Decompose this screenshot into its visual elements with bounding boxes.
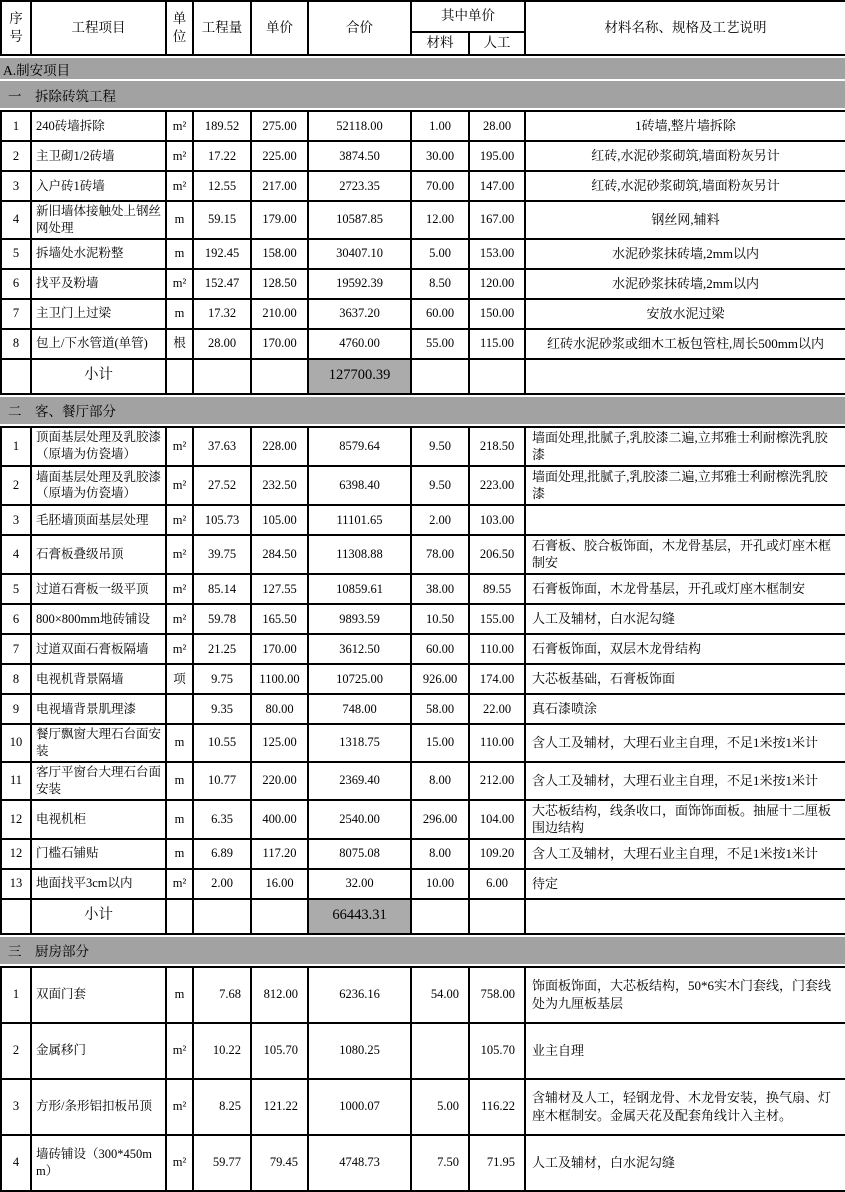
- cell-no: 3: [1, 505, 31, 535]
- cell-qty: 10.55: [193, 724, 251, 762]
- table-row: [1, 694, 845, 724]
- cell-price: 170.00: [251, 329, 308, 359]
- cell-qty: 6.89: [193, 839, 251, 869]
- cell-qty: 27.52: [193, 466, 251, 505]
- cell-unit: m²: [166, 111, 193, 141]
- table-row: [1, 724, 845, 762]
- cell-total: 6398.40: [308, 466, 411, 505]
- cell-total: 748.00: [308, 694, 411, 724]
- cell-labor: 223.00: [469, 466, 525, 505]
- section-table: [0, 426, 845, 935]
- subtotal-label: 小计: [31, 899, 166, 934]
- cell-material: 296.00: [411, 800, 469, 839]
- cell-desc: 石膏板、胶合板饰面，木龙骨基层，开孔或灯座木框制安: [525, 535, 845, 574]
- cell-item: 240砖墙拆除: [31, 111, 166, 141]
- cell-price: 232.50: [251, 466, 308, 505]
- cell-material: 58.00: [411, 694, 469, 724]
- cell-price: 170.00: [251, 634, 308, 664]
- cell-item: 双面门套: [31, 967, 166, 1023]
- cell-qty: 21.25: [193, 634, 251, 664]
- subtotal-value: 66443.31: [308, 899, 411, 934]
- cell-total: 3612.50: [308, 634, 411, 664]
- cell-labor: 150.00: [469, 299, 525, 329]
- cell-item: 过道石膏板一级平顶: [31, 574, 166, 604]
- cell-unit: m: [166, 967, 193, 1023]
- section-table: [0, 110, 845, 395]
- cell-item: 800×800mm地砖铺设: [31, 604, 166, 634]
- header-qty: 工程量: [193, 1, 251, 55]
- cell-price: 128.50: [251, 269, 308, 299]
- cell-desc: 水泥砂浆抹砖墙,2mm以内: [525, 239, 845, 269]
- cell-qty: 85.14: [193, 574, 251, 604]
- cell-unit: m: [166, 839, 193, 869]
- cell-unit: m²: [166, 141, 193, 171]
- table-row: [1, 634, 845, 664]
- cell-price: 179.00: [251, 201, 308, 239]
- cell-desc: 红砖,水泥砂浆砌筑,墙面粉灰另计: [525, 141, 845, 171]
- cell-total: 9893.59: [308, 604, 411, 634]
- cell-material: 1.00: [411, 111, 469, 141]
- cell-qty: 192.45: [193, 239, 251, 269]
- section-band: 一 拆除砖筑工程: [0, 81, 845, 108]
- cell-price: 158.00: [251, 239, 308, 269]
- cell-material: 9.50: [411, 427, 469, 466]
- cell-desc: 含辅材及人工，轻钢龙骨、木龙骨安装，换气扇、灯座木框制安。金属天花及配套角线计入主材。: [525, 1079, 845, 1135]
- cell-item: 电视机柜: [31, 800, 166, 839]
- empty-cell: [193, 359, 251, 394]
- cell-labor: 174.00: [469, 664, 525, 694]
- empty-cell: [469, 359, 525, 394]
- cell-no: 8: [1, 664, 31, 694]
- cell-no: 12: [1, 800, 31, 839]
- cell-labor: 103.00: [469, 505, 525, 535]
- cell-labor: 206.50: [469, 535, 525, 574]
- cell-qty: 8.25: [193, 1079, 251, 1135]
- cell-price: 105.70: [251, 1023, 308, 1079]
- cell-price: 80.00: [251, 694, 308, 724]
- cell-total: 2369.40: [308, 762, 411, 800]
- cell-material: 2.00: [411, 505, 469, 535]
- cell-unit: m²: [166, 269, 193, 299]
- subtotal-row: [1, 359, 845, 394]
- cell-material: 54.00: [411, 967, 469, 1023]
- cell-total: 4748.73: [308, 1135, 411, 1191]
- cell-item: 客厅平窗台大理石台面安装: [31, 762, 166, 800]
- cell-labor: 105.70: [469, 1023, 525, 1079]
- cell-qty: 59.15: [193, 201, 251, 239]
- cell-unit: 项: [166, 664, 193, 694]
- cell-qty: 9.35: [193, 694, 251, 724]
- cell-no: 2: [1, 141, 31, 171]
- cell-qty: 10.77: [193, 762, 251, 800]
- cell-unit: m²: [166, 505, 193, 535]
- cell-labor: 110.00: [469, 634, 525, 664]
- header-unit-price-group: 其中单价: [411, 1, 525, 32]
- cell-no: 5: [1, 574, 31, 604]
- cell-desc: 大芯板结构，线条收口，面饰饰面板。抽屉十二厘板围边结构: [525, 800, 845, 839]
- cell-unit: m²: [166, 1079, 193, 1135]
- cell-item: 墙砖铺设（300*450mm）: [31, 1135, 166, 1191]
- cell-no: 3: [1, 171, 31, 201]
- table-row: [1, 269, 845, 299]
- cell-price: 79.45: [251, 1135, 308, 1191]
- empty-cell: [193, 899, 251, 934]
- cell-item: 墙面基层处理及乳胶漆（原墙为仿瓷墙）: [31, 466, 166, 505]
- cell-labor: 147.00: [469, 171, 525, 201]
- cell-material: 9.50: [411, 466, 469, 505]
- cell-desc: 人工及辅材，白水泥勾缝: [525, 1135, 845, 1191]
- subtotal-value: 127700.39: [308, 359, 411, 394]
- cell-desc: 水泥砂浆抹砖墙,2mm以内: [525, 269, 845, 299]
- cell-qty: 105.73: [193, 505, 251, 535]
- cell-unit: m: [166, 762, 193, 800]
- section-table: [0, 966, 845, 1192]
- cell-material: 7.50: [411, 1135, 469, 1191]
- cell-material: 8.00: [411, 762, 469, 800]
- table-row: [1, 762, 845, 800]
- cell-item: 顶面基层处理及乳胶漆（原墙为仿瓷墙）: [31, 427, 166, 466]
- cell-price: 812.00: [251, 967, 308, 1023]
- cell-no: 4: [1, 201, 31, 239]
- cell-total: 11308.88: [308, 535, 411, 574]
- cell-labor: 116.22: [469, 1079, 525, 1135]
- table-row: [1, 1135, 845, 1191]
- table-row: [1, 505, 845, 535]
- table-row: [1, 171, 845, 201]
- cell-labor: 195.00: [469, 141, 525, 171]
- quotation-sections: [0, 58, 845, 1192]
- cell-material: 78.00: [411, 535, 469, 574]
- cell-price: 217.00: [251, 171, 308, 201]
- cell-total: 1318.75: [308, 724, 411, 762]
- header-item: 工程项目: [31, 1, 166, 55]
- cell-total: 2723.35: [308, 171, 411, 201]
- cell-total: 10725.00: [308, 664, 411, 694]
- cell-price: 228.00: [251, 427, 308, 466]
- cell-item: 方形/条形铝扣板吊顶: [31, 1079, 166, 1135]
- cell-item: 找平及粉墙: [31, 269, 166, 299]
- cell-qty: 9.75: [193, 664, 251, 694]
- cell-no: 2: [1, 1023, 31, 1079]
- cell-material: 10.00: [411, 869, 469, 899]
- table-row: [1, 1079, 845, 1135]
- cell-material: 8.00: [411, 839, 469, 869]
- header-unit: 单位: [166, 1, 193, 55]
- cell-labor: 167.00: [469, 201, 525, 239]
- empty-cell: [1, 899, 31, 934]
- cell-labor: 89.55: [469, 574, 525, 604]
- table-row: [1, 111, 845, 141]
- cell-total: 11101.65: [308, 505, 411, 535]
- cell-total: 3637.20: [308, 299, 411, 329]
- empty-cell: [411, 359, 469, 394]
- cell-desc: 钢丝网,辅料: [525, 201, 845, 239]
- cell-price: 165.50: [251, 604, 308, 634]
- cell-price: 275.00: [251, 111, 308, 141]
- cell-qty: 2.00: [193, 869, 251, 899]
- header-no: 序号: [1, 1, 31, 55]
- cell-desc: 含人工及辅材，大理石业主自理，不足1米按1米计: [525, 724, 845, 762]
- section-band: 二 客、餐厅部分: [0, 397, 845, 424]
- header-material: 材料: [411, 32, 469, 55]
- cell-labor: 758.00: [469, 967, 525, 1023]
- cell-material: 5.00: [411, 239, 469, 269]
- empty-cell: [251, 899, 308, 934]
- cell-material: 10.50: [411, 604, 469, 634]
- cell-no: 3: [1, 1079, 31, 1135]
- cell-unit: m²: [166, 574, 193, 604]
- empty-cell: [525, 359, 845, 394]
- cell-qty: 10.22: [193, 1023, 251, 1079]
- cell-no: 4: [1, 1135, 31, 1191]
- cell-total: 10859.61: [308, 574, 411, 604]
- cell-total: 52118.00: [308, 111, 411, 141]
- cell-item: 餐厅飘窗大理石台面安装: [31, 724, 166, 762]
- cell-qty: 6.35: [193, 800, 251, 839]
- empty-cell: [525, 899, 845, 934]
- cell-no: 8: [1, 329, 31, 359]
- cell-unit: m: [166, 724, 193, 762]
- cell-item: 电视墙背景肌理漆: [31, 694, 166, 724]
- header-labor: 人工: [469, 32, 525, 55]
- empty-cell: [469, 899, 525, 934]
- cell-price: 105.00: [251, 505, 308, 535]
- cell-desc: 人工及辅材，白水泥勾缝: [525, 604, 845, 634]
- cell-qty: 17.32: [193, 299, 251, 329]
- cell-qty: 17.22: [193, 141, 251, 171]
- cell-total: 3874.50: [308, 141, 411, 171]
- cell-unit: m: [166, 800, 193, 839]
- table-row: [1, 574, 845, 604]
- cell-price: 220.00: [251, 762, 308, 800]
- table-row: [1, 604, 845, 634]
- cell-desc: 墙面处理,批腻子,乳胶漆二遍,立邦雅士利耐檫洗乳胶漆: [525, 427, 845, 466]
- cell-unit: m²: [166, 171, 193, 201]
- cell-no: 9: [1, 694, 31, 724]
- cell-no: 7: [1, 634, 31, 664]
- cell-no: 1: [1, 967, 31, 1023]
- cell-material: 38.00: [411, 574, 469, 604]
- cell-total: 1000.07: [308, 1079, 411, 1135]
- cell-material: 15.00: [411, 724, 469, 762]
- cell-desc: 待定: [525, 869, 845, 899]
- cell-total: 10587.85: [308, 201, 411, 239]
- cell-no: 13: [1, 869, 31, 899]
- section-band: 三 厨房部分: [0, 937, 845, 964]
- cell-total: 1080.25: [308, 1023, 411, 1079]
- cell-unit: m²: [166, 535, 193, 574]
- cell-qty: 12.55: [193, 171, 251, 201]
- cell-item: 金属移门: [31, 1023, 166, 1079]
- empty-cell: [411, 899, 469, 934]
- cell-total: 6236.16: [308, 967, 411, 1023]
- cell-desc: 红砖,水泥砂浆砌筑,墙面粉灰另计: [525, 171, 845, 201]
- cell-no: 6: [1, 604, 31, 634]
- cell-total: 8075.08: [308, 839, 411, 869]
- empty-cell: [166, 359, 193, 394]
- cell-unit: m²: [166, 1023, 193, 1079]
- cell-unit: m: [166, 201, 193, 239]
- cell-unit: m: [166, 239, 193, 269]
- section-band: A.制安项目: [0, 58, 845, 79]
- cell-price: 400.00: [251, 800, 308, 839]
- cell-labor: 155.00: [469, 604, 525, 634]
- cell-item: 新旧墙体接触处上钢丝网处理: [31, 201, 166, 239]
- cell-no: 2: [1, 466, 31, 505]
- cell-material: 8.50: [411, 269, 469, 299]
- cell-item: 拆墙处水泥粉整: [31, 239, 166, 269]
- cell-price: 125.00: [251, 724, 308, 762]
- quotation-header-table: [0, 0, 845, 56]
- cell-price: 117.20: [251, 839, 308, 869]
- cell-item: 主卫门上过梁: [31, 299, 166, 329]
- cell-desc: 1砖墙,整片墙拆除: [525, 111, 845, 141]
- subtotal-row: [1, 899, 845, 934]
- cell-total: 2540.00: [308, 800, 411, 839]
- cell-labor: 28.00: [469, 111, 525, 141]
- header-desc: 材料名称、规格及工艺说明: [525, 1, 845, 55]
- cell-labor: 212.00: [469, 762, 525, 800]
- header-price: 单价: [251, 1, 308, 55]
- cell-qty: 59.78: [193, 604, 251, 634]
- cell-desc: 含人工及辅材，大理石业主自理，不足1米按1米计: [525, 762, 845, 800]
- cell-material: 70.00: [411, 171, 469, 201]
- table-row: [1, 427, 845, 466]
- cell-price: 16.00: [251, 869, 308, 899]
- cell-price: 127.55: [251, 574, 308, 604]
- cell-material: 926.00: [411, 664, 469, 694]
- cell-labor: 71.95: [469, 1135, 525, 1191]
- cell-item: 电视机背景隔墙: [31, 664, 166, 694]
- cell-desc: 石膏板饰面，木龙骨基层，开孔或灯座木框制安: [525, 574, 845, 604]
- cell-desc: 红砖水泥砂浆或细木工板包管柱,周长500mm以内: [525, 329, 845, 359]
- cell-desc: 安放水泥过梁: [525, 299, 845, 329]
- cell-total: 8579.64: [308, 427, 411, 466]
- cell-price: 284.50: [251, 535, 308, 574]
- table-row: [1, 141, 845, 171]
- cell-item: 石膏板叠级吊顶: [31, 535, 166, 574]
- cell-desc: 真石漆喷涂: [525, 694, 845, 724]
- cell-labor: 104.00: [469, 800, 525, 839]
- table-row: [1, 299, 845, 329]
- cell-unit: [166, 694, 193, 724]
- cell-item: 过道双面石膏板隔墙: [31, 634, 166, 664]
- cell-total: 19592.39: [308, 269, 411, 299]
- empty-cell: [166, 899, 193, 934]
- cell-desc: 含人工及辅材，大理石业主自理，不足1米按1米计: [525, 839, 845, 869]
- cell-total: 4760.00: [308, 329, 411, 359]
- table-row: [1, 839, 845, 869]
- table-row: [1, 967, 845, 1023]
- cell-item: 门槛石铺贴: [31, 839, 166, 869]
- cell-qty: 7.68: [193, 967, 251, 1023]
- cell-no: 4: [1, 535, 31, 574]
- cell-no: 11: [1, 762, 31, 800]
- cell-material: 12.00: [411, 201, 469, 239]
- cell-material: 5.00: [411, 1079, 469, 1135]
- cell-item: 包上/下水管道(单管): [31, 329, 166, 359]
- cell-item: 地面找平3cm以内: [31, 869, 166, 899]
- cell-total: 32.00: [308, 869, 411, 899]
- cell-desc: [525, 505, 845, 535]
- table-row: [1, 869, 845, 899]
- cell-desc: 业主自理: [525, 1023, 845, 1079]
- cell-material: 60.00: [411, 299, 469, 329]
- cell-labor: 218.50: [469, 427, 525, 466]
- cell-item: 主卫砌1/2砖墙: [31, 141, 166, 171]
- cell-qty: 37.63: [193, 427, 251, 466]
- cell-unit: m²: [166, 466, 193, 505]
- table-row: [1, 1023, 845, 1079]
- cell-labor: 22.00: [469, 694, 525, 724]
- cell-no: 6: [1, 269, 31, 299]
- cell-desc: 大芯板基础，石膏板饰面: [525, 664, 845, 694]
- empty-cell: [1, 359, 31, 394]
- cell-no: 12: [1, 839, 31, 869]
- cell-unit: m²: [166, 634, 193, 664]
- subtotal-label: 小计: [31, 359, 166, 394]
- table-row: [1, 466, 845, 505]
- cell-unit: m²: [166, 427, 193, 466]
- table-row: [1, 535, 845, 574]
- table-row: [1, 800, 845, 839]
- cell-no: 1: [1, 427, 31, 466]
- cell-price: 1100.00: [251, 664, 308, 694]
- cell-unit: 根: [166, 329, 193, 359]
- cell-qty: 28.00: [193, 329, 251, 359]
- table-row: [1, 201, 845, 239]
- cell-no: 10: [1, 724, 31, 762]
- cell-no: 7: [1, 299, 31, 329]
- cell-desc: 墙面处理,批腻子,乳胶漆二遍,立邦雅士利耐檫洗乳胶漆: [525, 466, 845, 505]
- cell-labor: 109.20: [469, 839, 525, 869]
- cell-price: 121.22: [251, 1079, 308, 1135]
- empty-cell: [251, 359, 308, 394]
- cell-labor: 115.00: [469, 329, 525, 359]
- cell-labor: 110.00: [469, 724, 525, 762]
- table-row: [1, 664, 845, 694]
- cell-labor: 6.00: [469, 869, 525, 899]
- cell-unit: m²: [166, 869, 193, 899]
- header-total: 合价: [308, 1, 411, 55]
- cell-material: 55.00: [411, 329, 469, 359]
- cell-qty: 39.75: [193, 535, 251, 574]
- cell-labor: 120.00: [469, 269, 525, 299]
- cell-item: 入户砖1砖墙: [31, 171, 166, 201]
- cell-unit: m²: [166, 604, 193, 634]
- cell-unit: m: [166, 299, 193, 329]
- cell-material: 30.00: [411, 141, 469, 171]
- table-row: [1, 329, 845, 359]
- cell-labor: 153.00: [469, 239, 525, 269]
- cell-qty: 189.52: [193, 111, 251, 141]
- cell-no: 5: [1, 239, 31, 269]
- cell-price: 225.00: [251, 141, 308, 171]
- cell-material: 60.00: [411, 634, 469, 664]
- cell-desc: 石膏板饰面，双层木龙骨结构: [525, 634, 845, 664]
- cell-price: 210.00: [251, 299, 308, 329]
- table-row: [1, 239, 845, 269]
- cell-item: 毛胚墙顶面基层处理: [31, 505, 166, 535]
- cell-qty: 59.77: [193, 1135, 251, 1191]
- cell-total: 30407.10: [308, 239, 411, 269]
- cell-qty: 152.47: [193, 269, 251, 299]
- cell-unit: m²: [166, 1135, 193, 1191]
- cell-material: [411, 1023, 469, 1079]
- cell-desc: 饰面板饰面，大芯板结构，50*6实木门套线，门套线处为九厘板基层: [525, 967, 845, 1023]
- cell-no: 1: [1, 111, 31, 141]
